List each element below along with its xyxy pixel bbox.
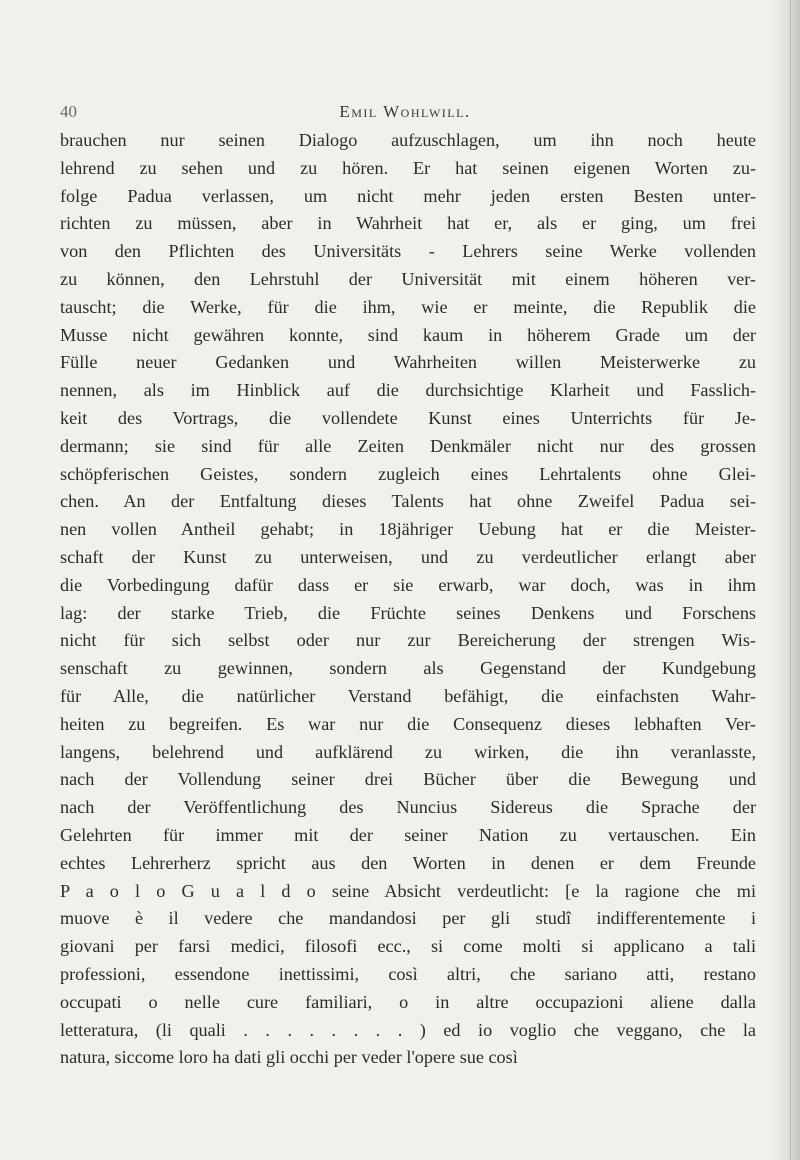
- text-line: schöpferischen Geistes, sondern zugleich eines Lehrtalents ohne Glei-: [60, 463, 756, 484]
- text-line: echtes Lehrerherz spricht aus den Worten in denen er dem Freunde: [60, 852, 756, 873]
- text-line: lehrend zu sehen und zu hören. Er hat seinen eigenen Worten zu-: [60, 157, 756, 178]
- text-line: nicht für sich selbst oder nur zur Bereicherung der strengen Wis-: [60, 630, 756, 651]
- text-line: die Vorbedingung dafür dass er sie erwarb, war doch, was in ihm: [60, 574, 756, 595]
- text-line: Musse nicht gewähren konnte, sind kaum in höherem Grade um der: [60, 324, 756, 345]
- text-line: langens, belehrend und aufklärend zu wirken, die ihn veranlasste,: [60, 741, 756, 762]
- text-line: tauscht; die Werke, für die ihm, wie er meinte, die Republik die: [60, 296, 756, 317]
- page-edge-line: [790, 0, 791, 1160]
- text-line: Fülle neuer Gedanken und Wahrheiten willen Meisterwerke zu: [60, 352, 756, 373]
- running-head: [60, 102, 750, 126]
- body-text: [60, 127, 756, 1072]
- text-line: chen. An der Entfaltung dieses Talents hat ohne Zweifel Padua sei-: [60, 491, 756, 512]
- page-edge-shadow: [772, 0, 800, 1160]
- text-line: letteratura, (li quali . . . . . . . . ) ed io voglio che veggano, che la: [60, 1019, 756, 1040]
- text-line: zu können, den Lehrstuhl der Universität mit einem höheren ver-: [60, 268, 756, 289]
- text-line: heiten zu begreifen. Es war nur die Consequenz dieses lebhaften Ver-: [60, 713, 756, 734]
- text-line: giovani per farsi medici, filosofi ecc., si come molti si applicano a tali: [60, 936, 756, 957]
- text-line: nen vollen Antheil gehabt; in 18jähriger Uebung hat er die Meister-: [60, 519, 756, 540]
- text-line: muove è il vedere che mandandosi per gli studî indifferentemente i: [60, 908, 756, 929]
- text-line: P a o l o G u a l d o seine Absicht verdeutlicht: [e la ragione che mi: [60, 880, 756, 901]
- text-line: natura, siccome loro ha dati gli occhi per veder l'opere sue così: [60, 1047, 518, 1068]
- text-line: von den Pflichten des Universitäts - Lehrers seine Werke vollenden: [60, 241, 756, 262]
- text-line: senschaft zu gewinnen, sondern als Gegenstand der Kundgebung: [60, 658, 756, 679]
- text-line: richten zu müssen, aber in Wahrheit hat er, als er ging, um frei: [60, 213, 756, 234]
- text-line: für Alle, die natürlicher Verstand befähigt, die einfachsten Wahr-: [60, 685, 756, 706]
- text-line: folge Padua verlassen, um nicht mehr jeden ersten Besten unter-: [60, 185, 756, 206]
- text-line: nach der Veröffentlichung des Nuncius Sidereus die Sprache der: [60, 797, 756, 818]
- text-line: dermann; sie sind für alle Zeiten Denkmäler nicht nur des grossen: [60, 435, 756, 456]
- text-line: lag: der starke Trieb, die Früchte seines Denkens und Forschens: [60, 602, 756, 623]
- text-line: brauchen nur seinen Dialogo aufzuschlagen, um ihn noch heute: [60, 130, 756, 150]
- text-line: nach der Vollendung seiner drei Bücher über die Bewegung und: [60, 769, 756, 790]
- text-line: nennen, als im Hinblick auf die durchsichtige Klarheit und Fasslich-: [60, 380, 756, 401]
- text-line: keit des Vortrags, die vollendete Kunst eines Unterrichts für Je-: [60, 407, 756, 428]
- text-line: occupati o nelle cure familiari, o in altre occupazioni aliene dalla: [60, 991, 756, 1012]
- text-line: Gelehrten für immer mit der seiner Nation zu vertauschen. Ein: [60, 824, 756, 845]
- text-line: professioni, essendone inettissimi, così altri, che sariano atti, restano: [60, 963, 756, 984]
- text-line: schaft der Kunst zu unterweisen, und zu verdeutlicher erlangt aber: [60, 546, 756, 567]
- page-number: 40: [60, 102, 77, 121]
- running-title: Emil Wohlwill.: [339, 102, 471, 121]
